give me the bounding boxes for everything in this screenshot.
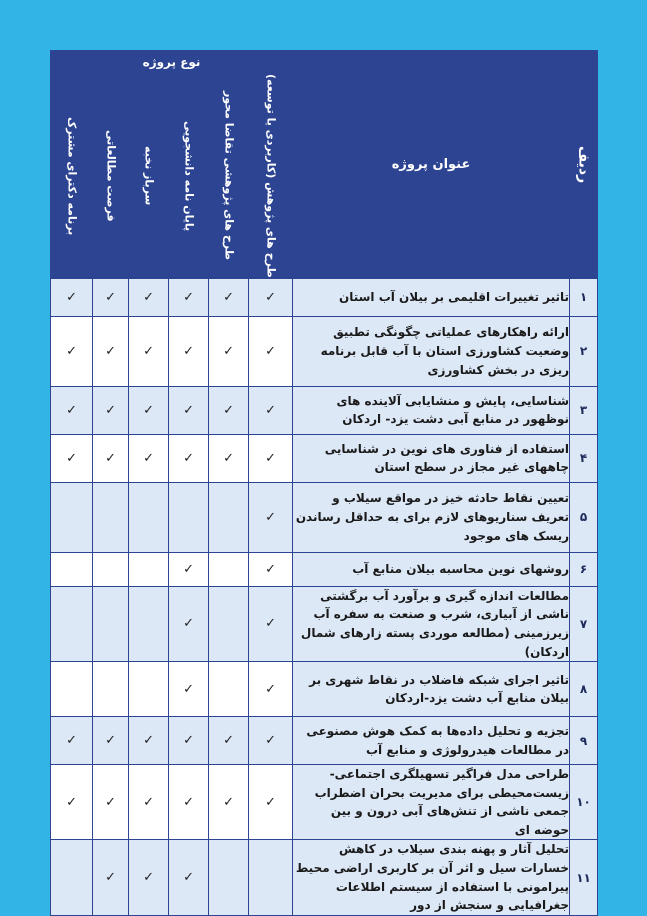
check-icon: ✓	[143, 289, 154, 305]
table-row	[51, 278, 598, 316]
check-icon: ✓	[66, 733, 77, 749]
type-cell	[51, 662, 93, 717]
project-title: شناسایی، پایش و منشایابی آلاینده های نوظهور در منابع آبی دشت یزد- اردکان	[293, 386, 570, 434]
table-row	[51, 552, 598, 586]
type-cell	[51, 316, 93, 386]
check-icon: ✓	[223, 733, 234, 749]
type-cell	[93, 278, 129, 316]
check-icon: ✓	[183, 289, 194, 305]
type-cell	[129, 482, 169, 552]
table-row	[51, 482, 598, 552]
check-icon: ✓	[66, 402, 77, 418]
type-cell	[129, 586, 169, 661]
header-type-thesis: پایان نامه دانشجویی	[169, 74, 209, 279]
type-cell	[169, 840, 209, 915]
check-icon: ✓	[66, 343, 77, 359]
row-number: ۸	[570, 662, 598, 717]
row-number: ۲	[570, 316, 598, 386]
check-icon: ✓	[265, 794, 276, 810]
type-cell	[249, 662, 293, 717]
check-icon: ✓	[223, 343, 234, 359]
row-number: ۱۱	[570, 840, 598, 915]
type-cell	[129, 386, 169, 434]
check-icon: ✓	[143, 343, 154, 359]
type-cell	[129, 765, 169, 840]
type-cell	[51, 278, 93, 316]
type-cell	[169, 386, 209, 434]
type-cell	[209, 434, 249, 482]
type-cell	[93, 316, 129, 386]
type-cell	[129, 434, 169, 482]
check-icon: ✓	[265, 733, 276, 749]
check-icon: ✓	[183, 616, 194, 632]
check-icon: ✓	[183, 681, 194, 697]
type-cell	[249, 434, 293, 482]
table-row	[51, 662, 598, 717]
type-cell	[169, 482, 209, 552]
type-cell	[169, 717, 209, 765]
type-cell	[93, 840, 129, 915]
check-icon: ✓	[66, 794, 77, 810]
check-icon: ✓	[105, 794, 116, 810]
check-icon: ✓	[265, 343, 276, 359]
check-icon: ✓	[105, 870, 116, 886]
type-cell	[93, 765, 129, 840]
row-number: ۴	[570, 434, 598, 482]
project-title: طراحی مدل فراگیر تسهیلگری اجتماعی- زیست‌محیطی برای مدیریت بحران اضطراب جمعی ناشی از تنش‌های آبی درون و بین حوضه ای	[293, 765, 570, 840]
table-row	[51, 316, 598, 386]
type-cell	[129, 662, 169, 717]
check-icon: ✓	[105, 343, 116, 359]
type-cell	[249, 482, 293, 552]
type-cell	[51, 482, 93, 552]
check-icon: ✓	[183, 450, 194, 466]
type-cell	[51, 386, 93, 434]
check-icon: ✓	[265, 402, 276, 418]
type-cell	[93, 662, 129, 717]
type-cell	[51, 552, 93, 586]
check-icon: ✓	[183, 794, 194, 810]
project-title: استفاده از فناوری های نوین در شناسایی چاههای غیر مجاز در سطح استان	[293, 434, 570, 482]
type-cell	[209, 840, 249, 915]
type-cell	[249, 552, 293, 586]
check-icon: ✓	[223, 450, 234, 466]
type-cell	[129, 316, 169, 386]
row-number: ۳	[570, 386, 598, 434]
row-number: ۱۰	[570, 765, 598, 840]
type-cell	[249, 765, 293, 840]
header-radif: ردیف	[570, 51, 598, 279]
check-icon: ✓	[105, 450, 116, 466]
table-row	[51, 586, 598, 661]
type-cell	[169, 434, 209, 482]
check-icon: ✓	[265, 561, 276, 577]
check-icon: ✓	[143, 870, 154, 886]
check-icon: ✓	[105, 733, 116, 749]
type-cell	[169, 278, 209, 316]
check-icon: ✓	[143, 450, 154, 466]
table-row	[51, 717, 598, 765]
type-cell	[209, 662, 249, 717]
type-cell	[169, 552, 209, 586]
check-icon: ✓	[143, 733, 154, 749]
check-icon: ✓	[66, 450, 77, 466]
row-number: ۶	[570, 552, 598, 586]
check-icon: ✓	[143, 794, 154, 810]
header-type-sabbatical: فرصت مطالعاتی	[93, 74, 129, 279]
type-cell	[209, 552, 249, 586]
check-icon: ✓	[183, 561, 194, 577]
table-row	[51, 840, 598, 915]
check-icon: ✓	[223, 402, 234, 418]
project-title: تجزیه و تحلیل داده‌ها به کمک هوش مصنوعی در مطالعات هیدرولوژی و منابع آب	[293, 717, 570, 765]
check-icon: ✓	[265, 509, 276, 525]
type-cell	[93, 552, 129, 586]
type-cell	[129, 840, 169, 915]
type-cell	[209, 717, 249, 765]
type-cell	[93, 482, 129, 552]
check-icon: ✓	[223, 794, 234, 810]
type-cell	[209, 386, 249, 434]
table-row	[51, 765, 598, 840]
header-type-applied-research: طرح های پژوهش (کاربردی یا توسعه)	[249, 74, 293, 279]
check-icon: ✓	[105, 289, 116, 305]
header-type-joint-phd: برنامه دکترای مشترک	[51, 74, 93, 279]
type-cell	[129, 278, 169, 316]
check-icon: ✓	[223, 289, 234, 305]
project-title: تعیین نقاط حادثه خیز در مواقع سیلاب و تعریف سناریوهای لازم برای به حداقل رساندن ریسک های موجود	[293, 482, 570, 552]
check-icon: ✓	[183, 343, 194, 359]
type-cell	[51, 434, 93, 482]
type-cell	[93, 717, 129, 765]
type-cell	[209, 316, 249, 386]
header-type-elite-soldier: سرباز نخبه	[129, 74, 169, 279]
type-cell	[209, 765, 249, 840]
type-cell	[51, 765, 93, 840]
type-cell	[129, 717, 169, 765]
row-number: ۵	[570, 482, 598, 552]
type-cell	[249, 717, 293, 765]
type-cell	[169, 765, 209, 840]
check-icon: ✓	[183, 870, 194, 886]
type-cell	[209, 482, 249, 552]
check-icon: ✓	[183, 402, 194, 418]
check-icon: ✓	[265, 616, 276, 632]
type-cell	[169, 316, 209, 386]
type-cell	[249, 586, 293, 661]
project-title: تاثیر تغییرات اقلیمی بر بیلان آب استان	[293, 278, 570, 316]
projects-table	[50, 50, 598, 916]
row-number: ۹	[570, 717, 598, 765]
table-header	[51, 51, 598, 279]
project-title: مطالعات اندازه گیری و برآورد آب برگشتی ناشی از آبیاری، شرب و صنعت به سفره آب زیرزمینی (مطالعه موردی پسته زارهای شمال اردکان)	[293, 586, 570, 661]
check-icon: ✓	[265, 450, 276, 466]
check-icon: ✓	[265, 681, 276, 697]
type-cell	[93, 386, 129, 434]
row-number: ۱	[570, 278, 598, 316]
check-icon: ✓	[143, 402, 154, 418]
type-cell	[93, 434, 129, 482]
type-cell	[249, 316, 293, 386]
header-project-type: نوع پروژه	[51, 51, 293, 74]
header-type-demand-driven: طرح های پژوهشی تقاضا محور	[209, 74, 249, 279]
type-cell	[249, 278, 293, 316]
type-cell	[249, 386, 293, 434]
project-title: ارائه راهکارهای عملیاتی چگونگی تطبیق وضعیت کشاورزی استان با آب قابل برنامه ریزی در بخش کشاورزی	[293, 316, 570, 386]
type-cell	[209, 278, 249, 316]
table-row	[51, 434, 598, 482]
row-number: ۷	[570, 586, 598, 661]
type-cell	[93, 586, 129, 661]
table-row	[51, 386, 598, 434]
header-project-title: عنوان پروژه	[293, 51, 570, 279]
project-title: تحلیل آثار و پهنه بندی سیلاب در کاهش خسارات سیل و اثر آن بر کاربری اراضی محیط پیرامونی با استفاده از سیستم اطلاعات جغرافیایی و سنجش از دور	[293, 840, 570, 915]
type-cell	[209, 586, 249, 661]
project-title: روشهای نوین محاسبه بیلان منابع آب	[293, 552, 570, 586]
type-cell	[51, 586, 93, 661]
type-cell	[51, 840, 93, 915]
type-cell	[169, 586, 209, 661]
type-cell	[51, 717, 93, 765]
table-body	[51, 278, 598, 915]
check-icon: ✓	[105, 402, 116, 418]
type-cell	[129, 552, 169, 586]
check-icon: ✓	[265, 289, 276, 305]
type-cell	[249, 840, 293, 915]
check-icon: ✓	[183, 733, 194, 749]
project-title: تاثیر اجرای شبکه فاضلاب در نقاط شهری بر بیلان منابع آب دشت یزد-اردکان	[293, 662, 570, 717]
type-cell	[169, 662, 209, 717]
check-icon: ✓	[66, 289, 77, 305]
